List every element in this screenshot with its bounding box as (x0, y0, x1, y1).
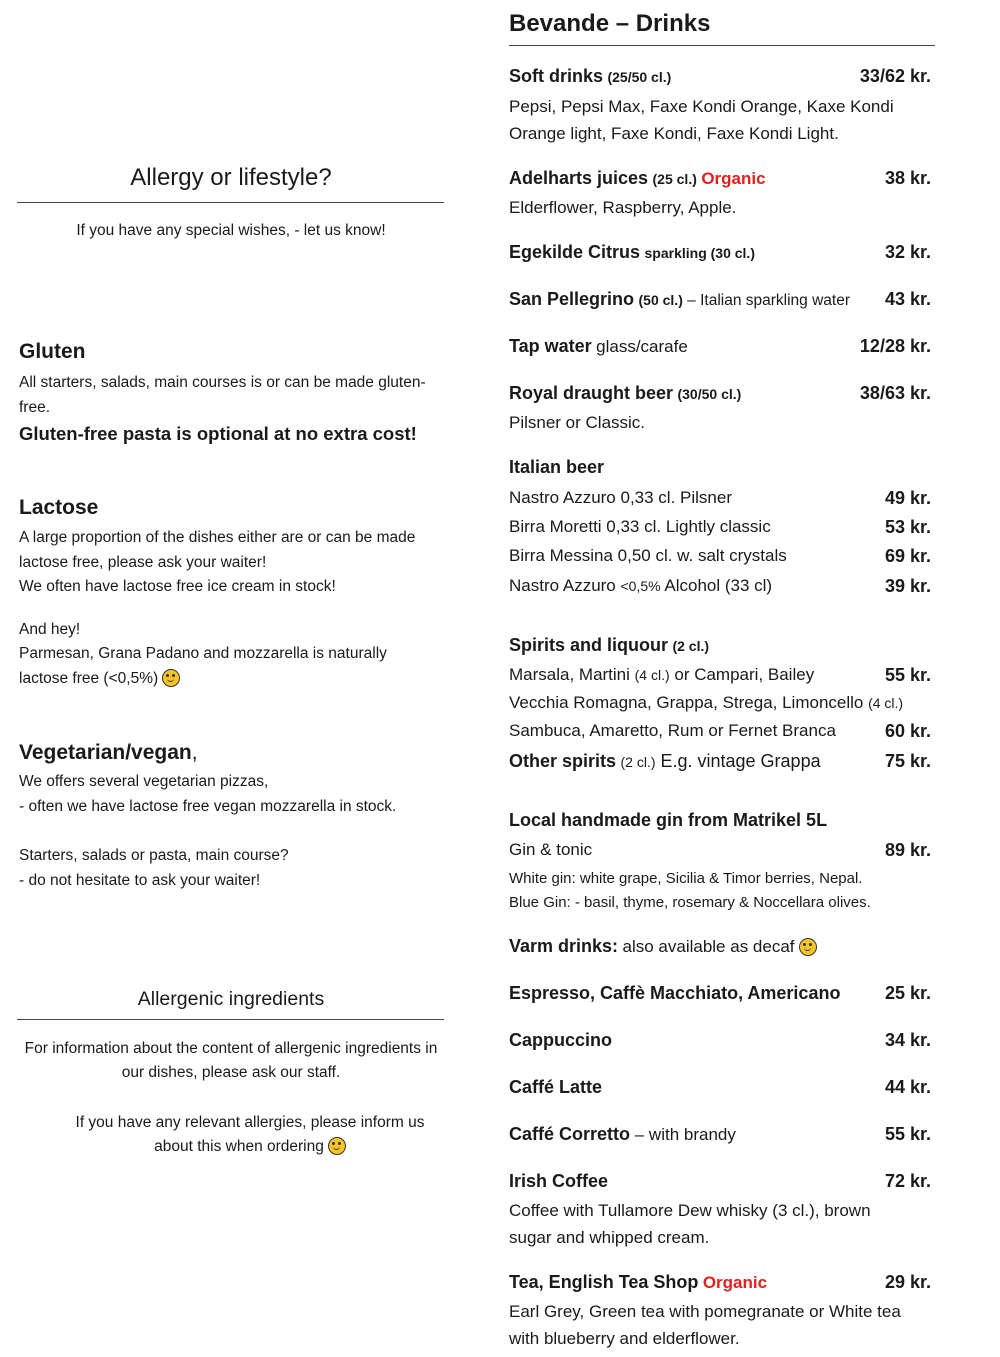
spirits-item: Sambuca, Amaretto, Rum or Fernet Branca 60 kr. (509, 721, 931, 741)
cappuccino-row: Cappuccino 34 kr. (509, 1030, 931, 1050)
price: 38/63 kr. (859, 383, 931, 403)
gin-tonic-item: Gin & tonic 89 kr. (509, 840, 931, 860)
drinks-divider (509, 45, 935, 46)
price: 33/62 kr. (859, 66, 931, 86)
allergenic-text-2: If you have any relevant allergies, please inform us about this when ordering (75, 1114, 425, 1155)
allergenic-text-1: For information about the content of allergenic ingredients in our dishes, please ask our staff. (24, 1040, 438, 1081)
price: 55 kr. (884, 1124, 931, 1144)
tea-row: Tea, English Tea Shop Organic 29 kr. (509, 1272, 931, 1292)
irish-coffee-row: Irish Coffee 72 kr. (509, 1171, 931, 1191)
varm-drinks-row: Varm drinks: also available as decaf (509, 936, 931, 957)
smiley-icon (162, 669, 180, 687)
soft-drinks-desc: Pepsi, Pepsi Max, Faxe Kondi Orange, Kaxe Kondi Orange light, Faxe Kondi, Faxe Kondi Light. (509, 97, 894, 143)
allergy-divider (17, 202, 444, 203)
price: 29 kr. (884, 1272, 931, 1292)
tap-water-row: Tap water glass/carafe 12/28 kr. (509, 336, 931, 356)
vegetarian-text-2: - often we have lactose free vegan mozzarella in stock. (19, 798, 397, 815)
allergenic-title: Allergenic ingredients (137, 988, 325, 1010)
vegetarian-title: Vegetarian/vegan, (19, 741, 198, 764)
hey-line-1: And hey! (19, 621, 81, 638)
gin-white-desc: White gin: white grape, Sicilia & Timor berries, Nepal. (509, 870, 863, 887)
drinks-title: Bevande – Drinks (509, 10, 711, 37)
soft-drinks-row: Soft drinks (25/50 cl.) 33/62 kr. (509, 66, 931, 86)
italian-beer-item: Nastro Azzuro <0,5% Alcohol (33 cl) 39 kr. (509, 576, 931, 596)
juices-desc: Elderflower, Raspberry, Apple. (509, 198, 737, 217)
espresso-row: Espresso, Caffè Macchiato, Americano 25 kr. (509, 983, 931, 1003)
vegetarian-text-4: - do not hesitate to ask your waiter! (19, 872, 261, 889)
price: 44 kr. (884, 1077, 931, 1097)
irish-coffee-desc: Coffee with Tullamore Dew whisky (3 cl.), brown sugar and whipped cream. (509, 1201, 871, 1247)
royal-beer-row: Royal draught beer (30/50 cl.) 38/63 kr. (509, 383, 931, 403)
spirits-item: Vecchia Romagna, Grappa, Strega, Limoncello (4 cl.) (509, 693, 904, 712)
corretto-row: Caffé Corretto – with brandy 55 kr. (509, 1124, 931, 1144)
price: 72 kr. (884, 1171, 931, 1191)
gluten-text: All starters, salads, main courses is or can be made gluten-free. (19, 374, 426, 416)
drinks-column (509, 0, 939, 1357)
juices-row: Adelharts juices (25 cl.) Organic 38 kr. (509, 168, 931, 188)
italian-beer-item: Nastro Azzuro 0,33 cl. Pilsner 49 kr. (509, 488, 931, 508)
other-spirits-row: Other spirits (2 cl.) E.g. vintage Grappa 75 kr. (509, 751, 931, 771)
price: 75 kr. (884, 751, 931, 771)
italian-beer-item: Birra Messina 0,50 cl. w. salt crystals 69 kr. (509, 546, 931, 566)
italian-beer-item: Birra Moretti 0,33 cl. Lightly classic 53 kr. (509, 517, 931, 537)
smiley-icon (328, 1137, 346, 1155)
hey-line-2: Parmesan, Grana Padano and mozzarella is naturally lactose free (<0,5%) (19, 645, 387, 687)
organic-badge: Organic (701, 169, 766, 188)
price: 34 kr. (884, 1030, 931, 1050)
san-pellegrino-row: San Pellegrino (50 cl.) – Italian sparkling water 43 kr. (509, 289, 931, 309)
price: 12/28 kr. (859, 336, 931, 356)
gluten-strong: Gluten-free pasta is optional at no extra cost! (19, 423, 417, 444)
gluten-title: Gluten (19, 340, 86, 363)
lactose-title: Lactose (19, 496, 99, 519)
latte-row: Caffé Latte 44 kr. (509, 1077, 931, 1097)
price: 25 kr. (884, 983, 931, 1003)
allergy-title: Allergy or lifestyle? (130, 164, 332, 191)
vegetarian-text-1: We offers several vegetarian pizzas, (19, 773, 269, 790)
italian-beer-title: Italian beer (509, 457, 605, 477)
tea-desc: Earl Grey, Green tea with pomegranate or White tea with blueberry and elderflower. (509, 1302, 901, 1348)
price: 32 kr. (884, 242, 931, 262)
gin-blue-desc: Blue Gin: - basil, thyme, rosemary & Noccellara olives. (509, 894, 871, 911)
spirits-item: Marsala, Martini (4 cl.) or Campari, Bailey 55 kr. (509, 665, 931, 685)
allergy-subtitle: If you have any special wishes, - let us know! (76, 222, 386, 239)
royal-beer-desc: Pilsner or Classic. (509, 413, 646, 432)
lactose-text-2: We often have lactose free ice cream in stock! (19, 578, 336, 595)
price: 43 kr. (884, 289, 931, 309)
smiley-icon (799, 938, 817, 956)
spirits-title: Spirits and liquour (2 cl.) (509, 635, 710, 655)
vegetarian-text-3: Starters, salads or pasta, main course? (19, 847, 289, 864)
allergenic-divider (17, 1019, 444, 1020)
gin-title: Local handmade gin from Matrikel 5L (509, 810, 828, 830)
price: 38 kr. (884, 168, 931, 188)
allergy-column (0, 0, 460, 1357)
egekilde-row: Egekilde Citrus sparkling (30 cl.) 32 kr. (509, 242, 931, 262)
lactose-text-1: A large proportion of the dishes either are or can be made lactose free, please ask your waiter! (19, 529, 416, 571)
organic-badge: Organic (702, 1273, 768, 1292)
